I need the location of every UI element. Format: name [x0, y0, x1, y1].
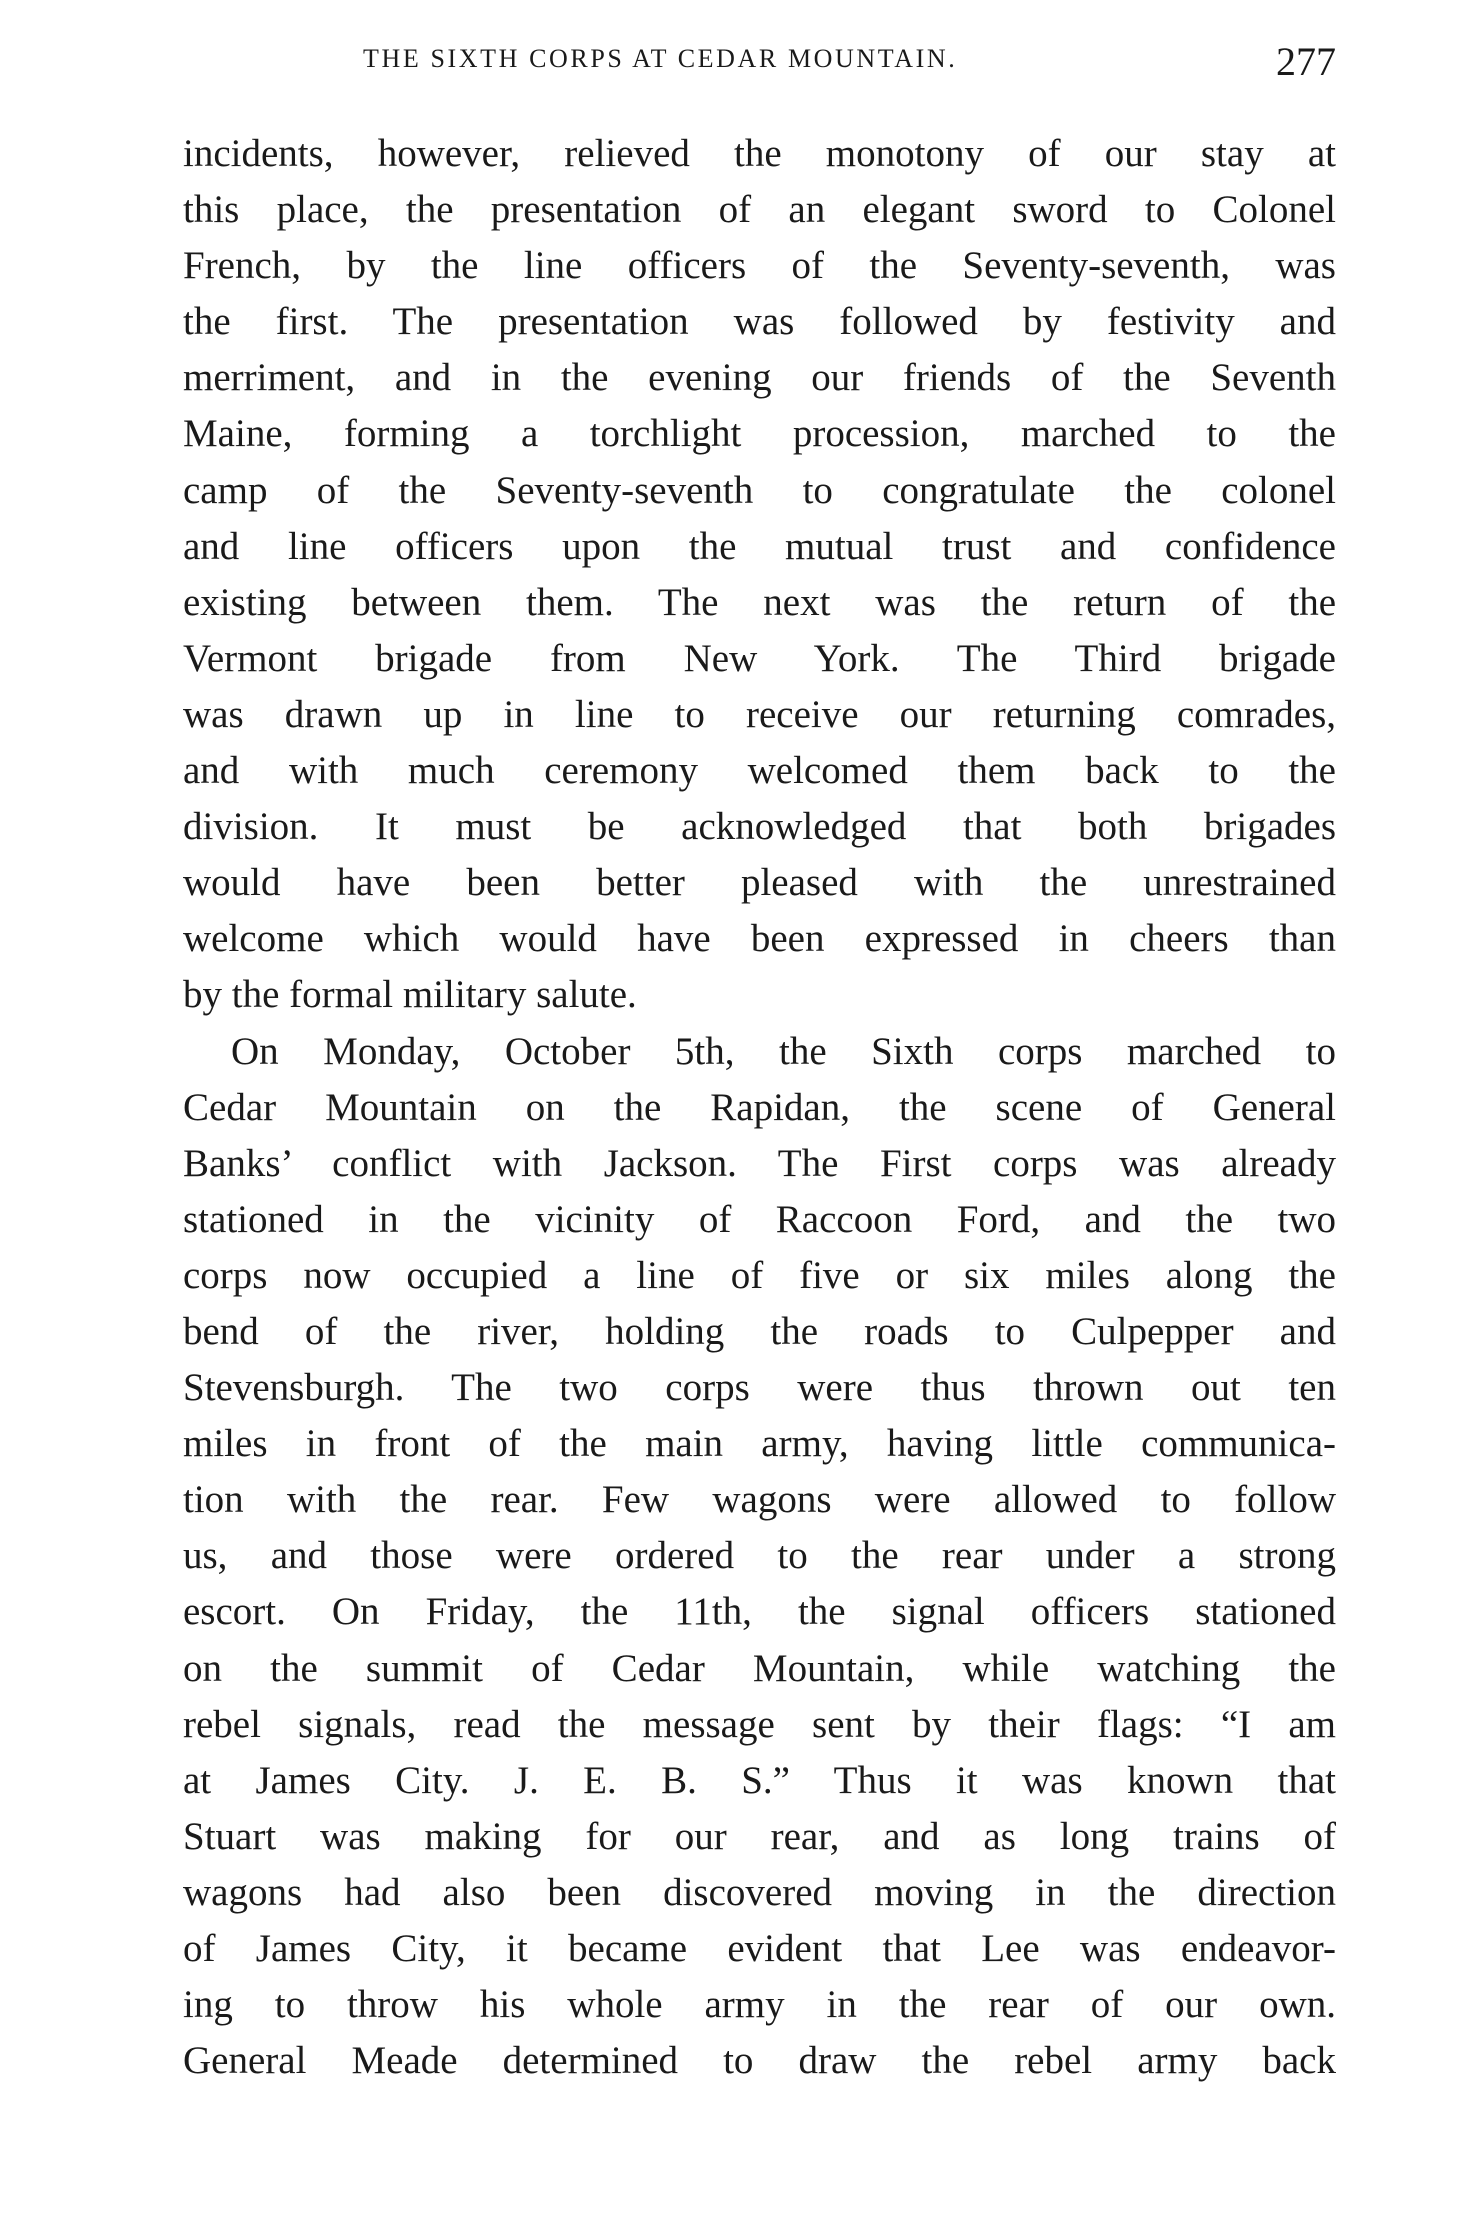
running-title: THE SIXTH CORPS AT CEDAR MOUNTAIN.: [363, 44, 958, 73]
text-line: Vermont brigade from New York. The Third brigade: [183, 636, 1336, 680]
text-line: rebel signals, read the message sent by their flags: “I am: [183, 1702, 1336, 1746]
page-number: 277: [1276, 39, 1336, 84]
text-line: this place, the presentation of an elegant sword to Colonel: [183, 188, 1336, 232]
text-line: on the summit of Cedar Mountain, while watching the: [183, 1646, 1336, 1690]
text-line: stationed in the vicinity of Raccoon Ford, and the two: [183, 1197, 1336, 1241]
text-line: bend of the river, holding the roads to Culpepper and: [183, 1309, 1336, 1353]
text-line: ing to throw his whole army in the rear of our own.: [183, 1983, 1336, 2027]
text-line: corps now occupied a line of five or six miles along the: [183, 1253, 1336, 1297]
text-line: camp of the Seventy-seventh to congratulate the colonel: [183, 468, 1336, 512]
text-line: Maine, forming a torchlight procession, marched to the: [183, 412, 1336, 456]
text-line: escort. On Friday, the 11th, the signal officers stationed: [183, 1590, 1336, 1634]
text-line: General Meade determined to draw the rebel army back: [183, 2039, 1336, 2083]
text-line: tion with the rear. Few wagons were allowed to follow: [183, 1478, 1336, 1522]
text-line: Cedar Mountain on the Rapidan, the scene of General: [183, 1085, 1336, 1129]
running-head: [183, 38, 1336, 86]
text-line: welcome which would have been expressed in cheers than: [183, 917, 1336, 961]
text-line: the first. The presentation was followed by festivity and: [183, 300, 1336, 344]
text-line: incidents, however, relieved the monotony of our stay at: [183, 132, 1336, 175]
text-line: Stuart was making for our rear, and as long trains of: [183, 1814, 1336, 1858]
text-line: merriment, and in the evening our friends of the Seventh: [183, 356, 1336, 400]
text-line: Stevensburgh. The two corps were thus thrown out ten: [183, 1366, 1336, 1410]
text-line: Banks’ conflict with Jackson. The First corps was already: [183, 1141, 1336, 1185]
text-line: and line officers upon the mutual trust and confidence: [183, 524, 1336, 568]
text-line: existing between them. The next was the return of the: [183, 580, 1336, 624]
text-line: French, by the line officers of the Seventy-seventh, was: [183, 244, 1336, 288]
text-line: was drawn up in line to receive our returning comrades,: [183, 692, 1336, 736]
text-line: and with much ceremony welcomed them back to the: [183, 749, 1336, 793]
text-line: of James City, it became evident that Lee was endeavor-: [183, 1927, 1336, 1970]
text-line: would have been better pleased with the unrestrained: [183, 861, 1336, 905]
text-line: us, and those were ordered to the rear under a strong: [183, 1534, 1336, 1578]
text-line: wagons had also been discovered moving in the direction: [183, 1870, 1336, 1914]
text-line: division. It must be acknowledged that both brigades: [183, 805, 1336, 849]
text-line: at James City. J. E. B. S.” Thus it was known that: [183, 1758, 1336, 1802]
body-text: [183, 126, 1336, 2089]
text-line: miles in front of the main army, having little communica-: [183, 1422, 1336, 1466]
text-line: by the formal military salute.: [183, 973, 637, 1017]
text-line: On Monday, October 5th, the Sixth corps marched to: [231, 1029, 1336, 1073]
